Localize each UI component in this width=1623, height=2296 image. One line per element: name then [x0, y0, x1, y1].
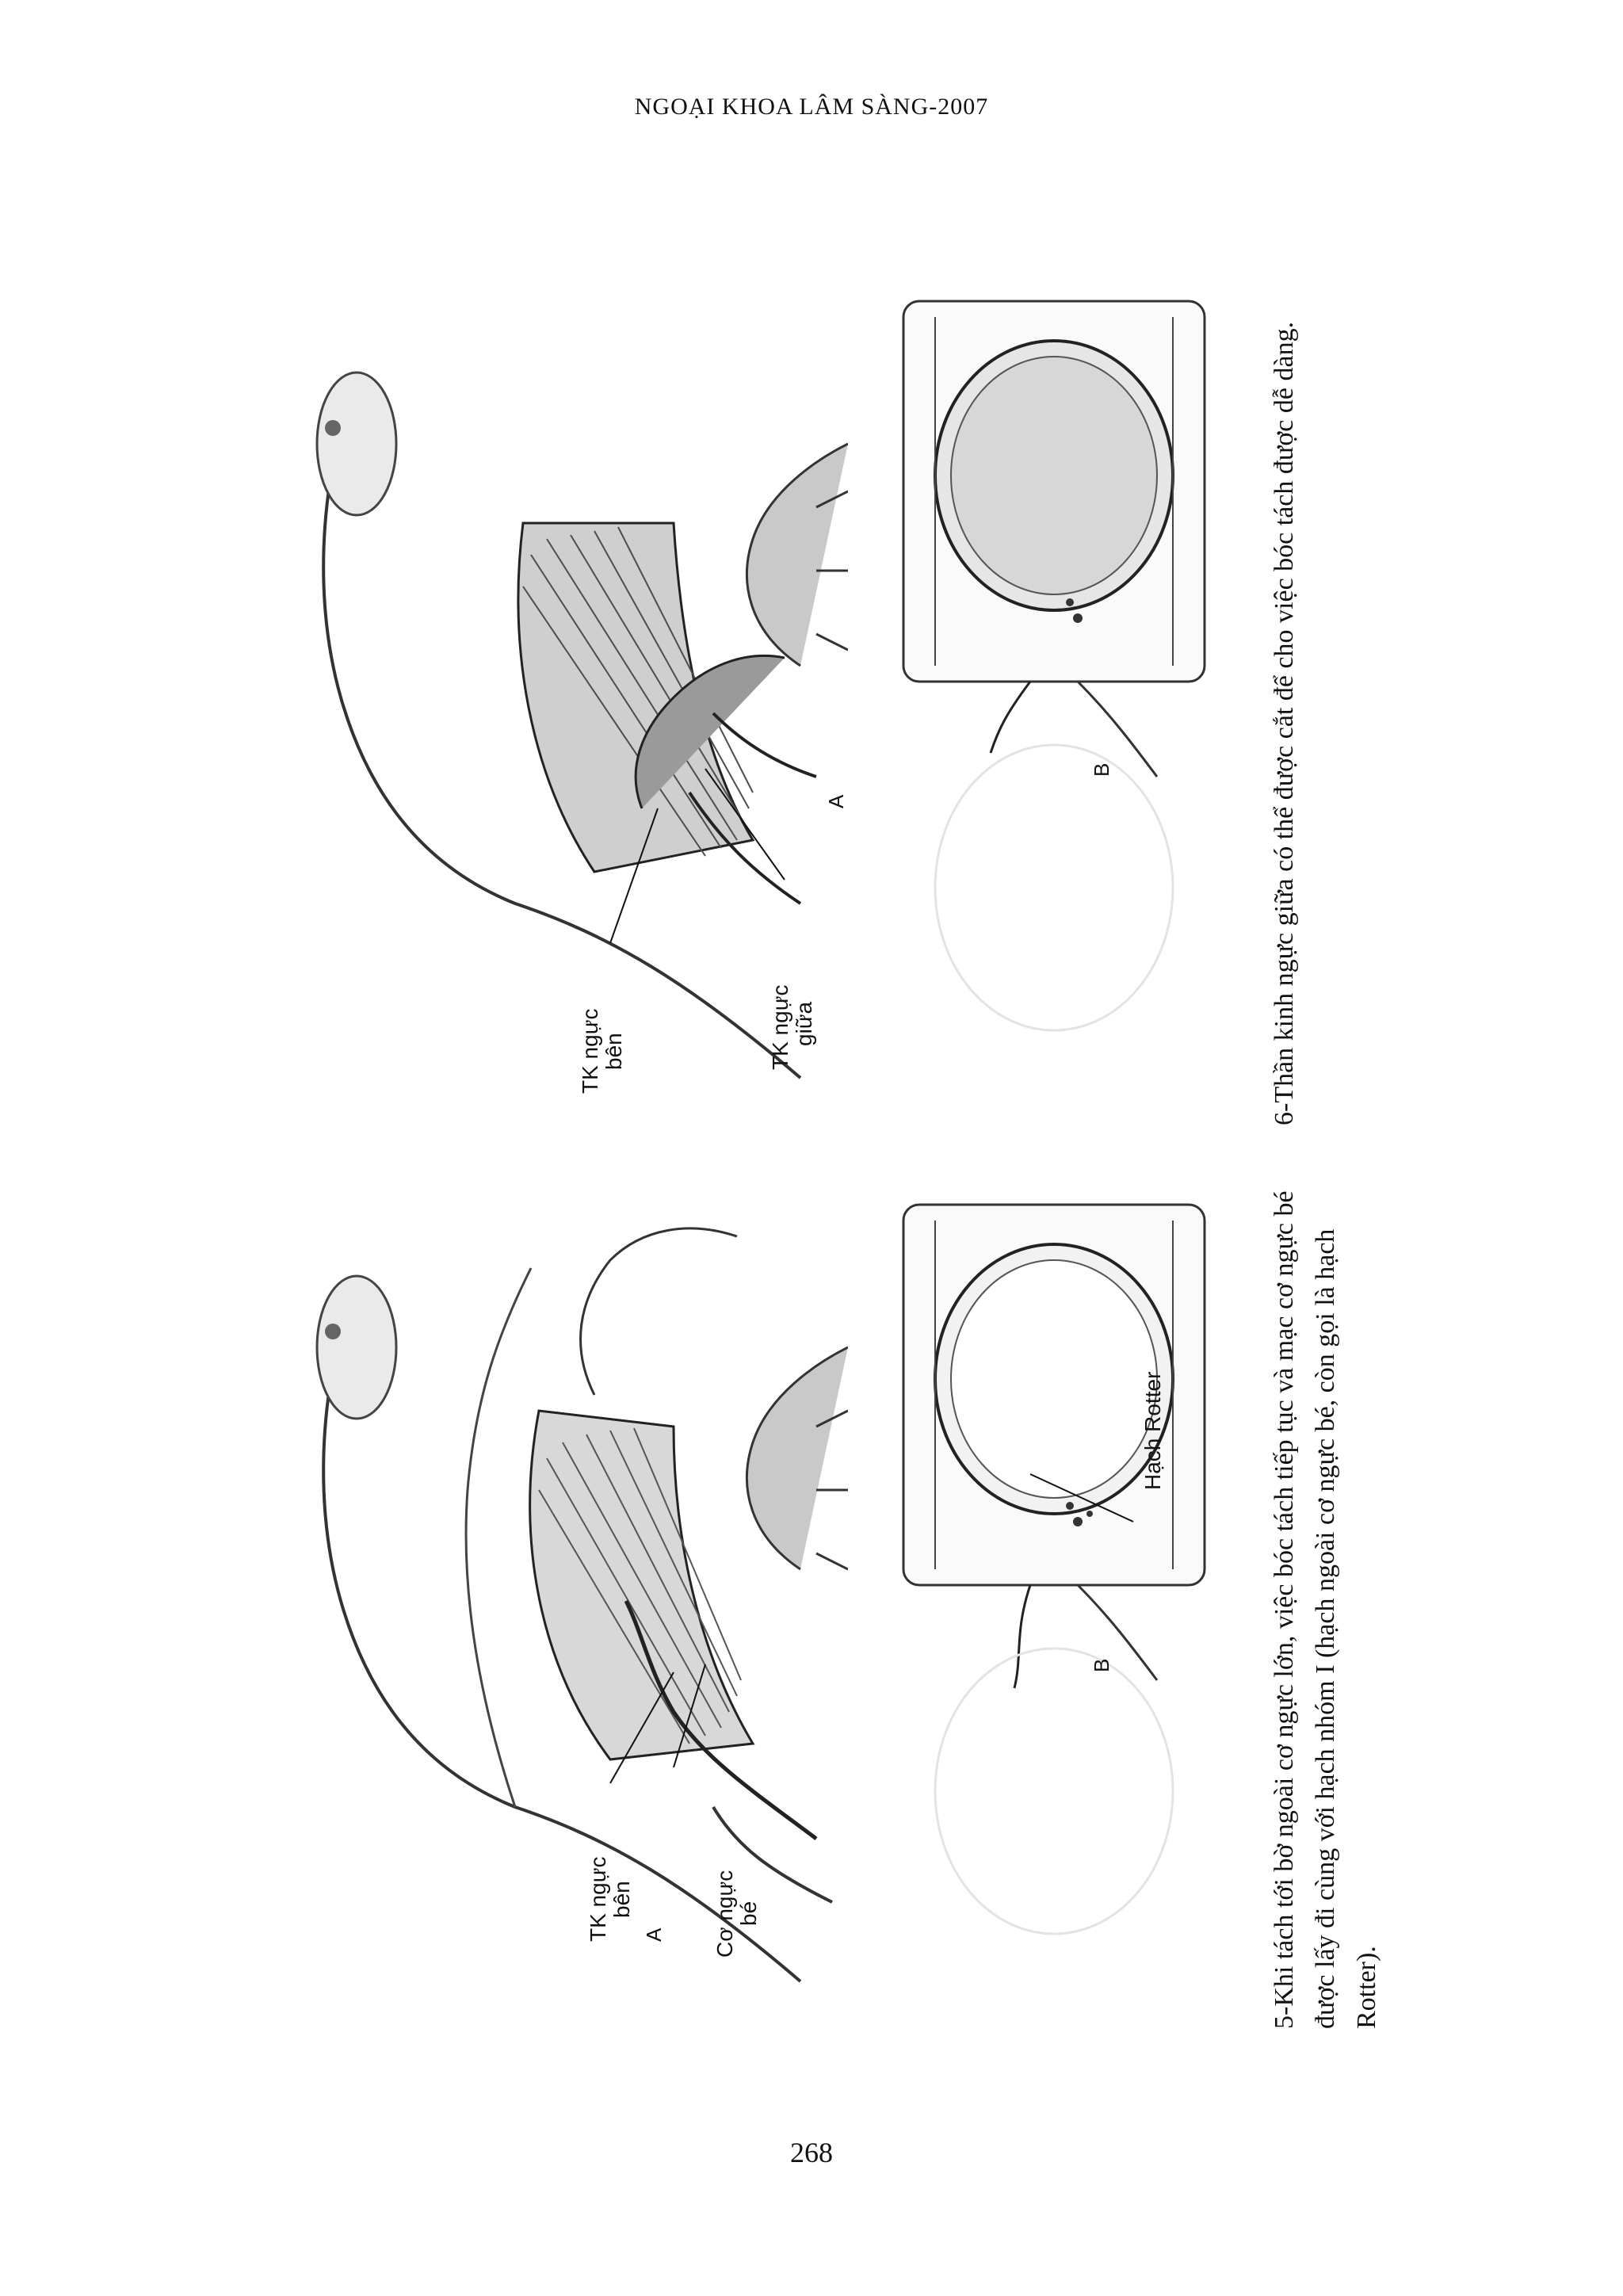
label-line-2: bên — [609, 1881, 634, 1918]
figure-6-label-tk-nguc-giua — [769, 985, 816, 1070]
label-line-1: TK ngực — [586, 1856, 610, 1942]
figure-6-label-a: A — [824, 794, 848, 808]
figure-6-cross-section — [872, 269, 1220, 1125]
figure-5-label-b: B — [1090, 1658, 1113, 1672]
figure-5-cross-section — [872, 1173, 1220, 2029]
page-header: NGOẠI KHOA LÂM SÀNG-2007 — [634, 94, 989, 120]
label-line-2: bên — [601, 1033, 626, 1070]
label-line-2: giữa — [792, 1001, 816, 1046]
label-line-1: Cơ ngực — [712, 1870, 737, 1958]
figure-6 — [198, 254, 1403, 1157]
rotated-figure-layer — [198, 254, 1403, 2061]
figure-5-illustration-b — [872, 1173, 1220, 2029]
figure-5-label-tk-nguc-ben — [586, 1857, 634, 1942]
figure-5 — [198, 1157, 1403, 2061]
label-line-2: bé — [736, 1901, 761, 1926]
figure-6-label-tk-nguc-ben — [579, 1009, 626, 1094]
figure-6-surgical-drawing — [198, 269, 848, 1141]
figure-6-caption: 6-Thần kinh ngực giữa có thể được cắt để cho việc bóc tách được dễ dàng. — [1270, 321, 1299, 1125]
figure-5-label-a: A — [642, 1927, 666, 1942]
figure-6-label-b: B — [1090, 762, 1113, 777]
figure-5-label-hach-rotter: Hạch Rotter — [1140, 1371, 1165, 1490]
figure-5-caption: 5-Khi tách tới bờ ngoài cơ ngực lớn, việc bóc tách tiếp tục và mạc cơ ngực bé được lấy đi cùng với hạch nhóm I (hạch ngoài cơ ngực bé, còn gọi là hạch Rotter). — [1270, 1190, 1381, 2029]
page-number: 268 — [790, 2137, 833, 2168]
figure-6-illustration-b — [872, 269, 1220, 1125]
figure-6-illustration-a — [198, 269, 848, 1141]
figure-5-label-co-nguc-be — [713, 1870, 761, 1958]
label-line-1: TK ngực — [768, 984, 792, 1070]
label-line-1: TK ngực — [578, 1008, 602, 1094]
